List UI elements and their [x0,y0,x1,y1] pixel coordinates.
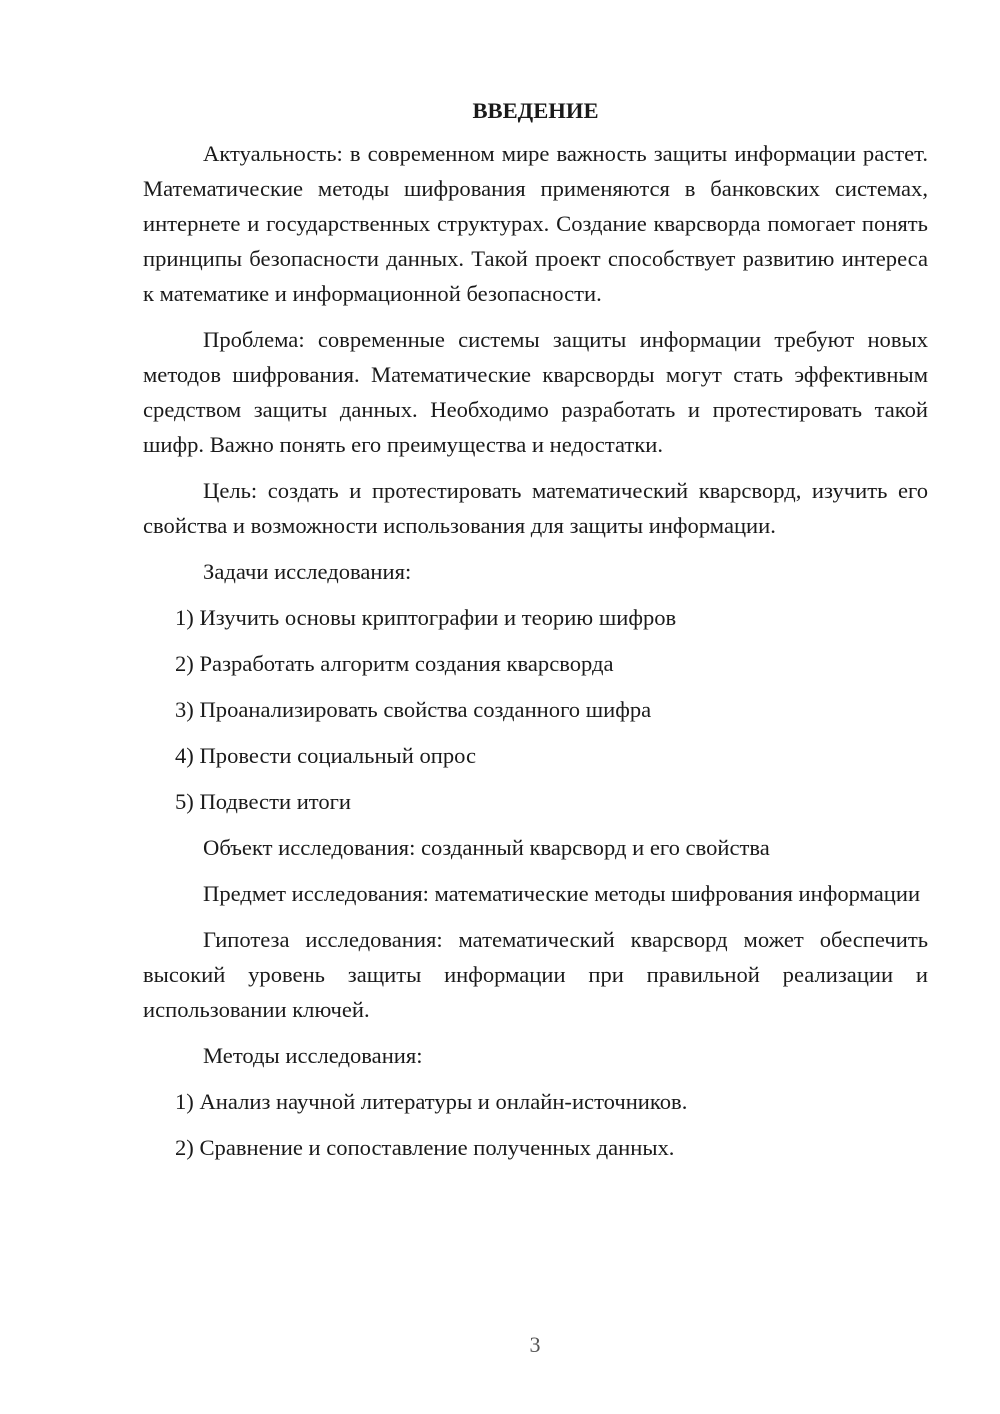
methods-list [143,1084,928,1165]
list-item: 5) Подвести итоги [175,789,352,814]
list-item: 2) Разработать алгоритм создания кварсворда [175,651,614,676]
document-page [143,96,928,1165]
tasks-heading: Задачи исследования: [203,559,412,584]
list-item: 4) Провести социальный опрос [175,743,477,768]
list-item: 3) Проанализировать свойства созданного шифра [175,697,652,722]
hypothesis-paragraph: Гипотеза исследования: математический кварсворд может обеспечить высокий уровень защиты информации при правильной реализации и использовании ключей. [143,927,928,1022]
subject-paragraph: Предмет исследования: математические методы шифрования информации [203,881,921,906]
relevance-paragraph: Актуальность: в современном мире важность защиты информации растет. Математические методы шифрования применяются в банковских системах, интернете и государственных структурах. Создание кварсворда помогает понять принципы безопасности данных. Такой проект способствует развитию интереса к математике и информационной безопасности. [143,141,928,306]
list-item: 1) Анализ научной литературы и онлайн-источников. [175,1089,688,1114]
object-paragraph: Объект исследования: созданный кварсворд и его свойства [203,835,770,860]
list-item: 1) Изучить основы криптографии и теорию шифров [175,605,677,630]
problem-paragraph: Проблема: современные системы защиты информации требуют новых методов шифрования. Математические кварсворды могут стать эффективным средством защиты данных. Необходимо разработать и протестировать такой шифр. Важно понять его преимущества и недостатки. [143,327,928,457]
goal-paragraph: Цель: создать и протестировать математический кварсворд, изучить его свойства и возможности использования для защиты информации. [143,478,928,538]
page-number: 3 [529,1332,541,1357]
tasks-list [143,600,928,819]
methods-heading: Методы исследования: [203,1043,423,1068]
page-title: ВВЕДЕНИЕ [472,98,599,123]
list-item: 2) Сравнение и сопоставление полученных данных. [175,1135,675,1160]
